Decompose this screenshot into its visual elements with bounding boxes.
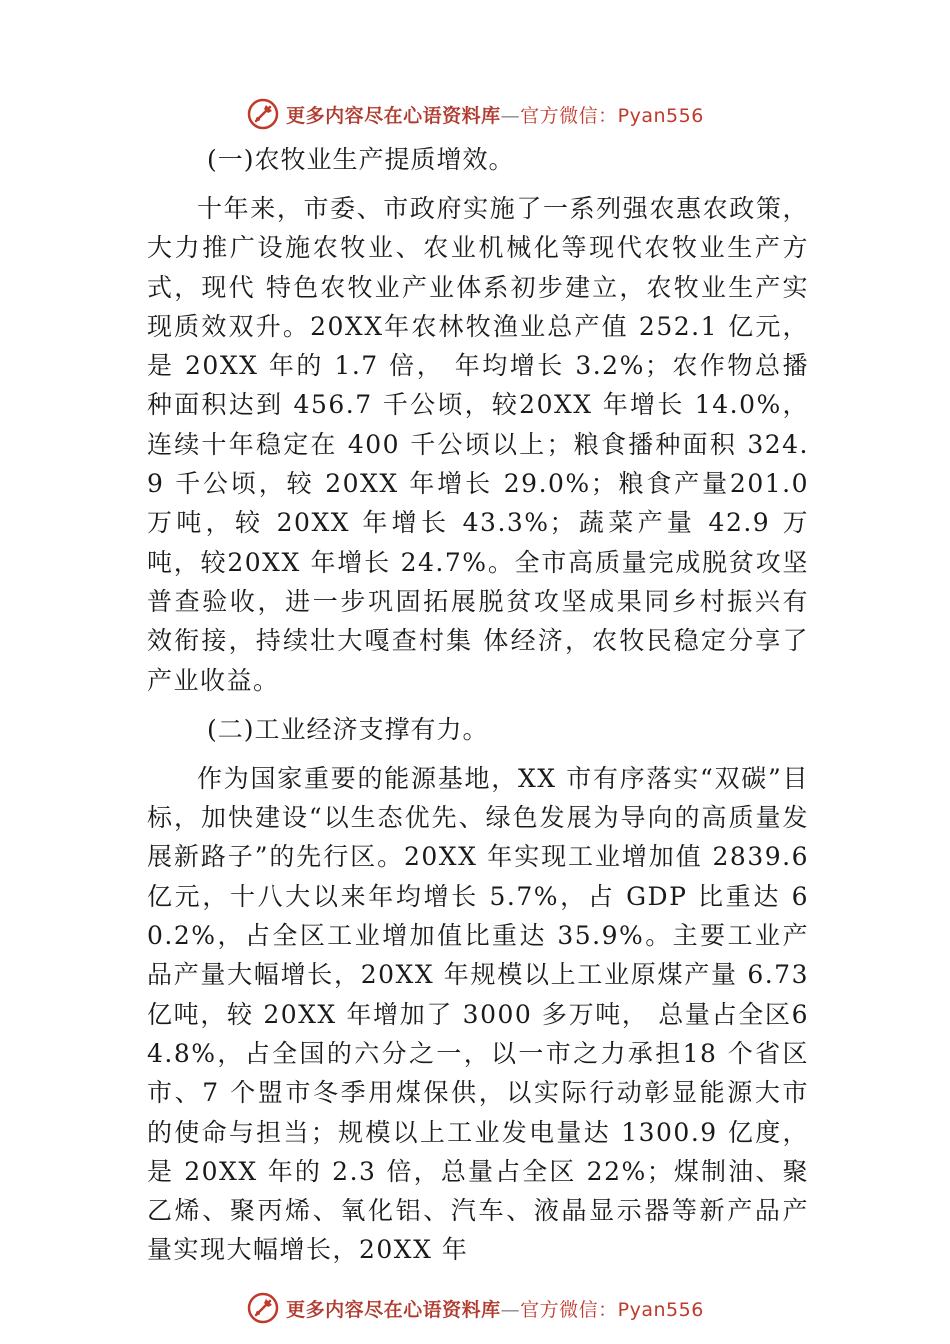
watermark-header [0,94,950,134]
watermark-dash: — [500,104,521,127]
document-body [147,140,809,1280]
watermark-suffix-text: 官方微信：Pyan556 [520,1298,704,1321]
watermark-footer [0,1288,950,1328]
watermark-main-text: 更多内容尽在心语资料库 [286,104,501,127]
section-paragraph-industry: 作为国家重要的能源基地，XX 市有序落实“双碳”目标，加快建设“以生态优先、绿色发展为导向的高质量发展新路子”的先行区。20XX 年实现工业增加值 2839.6 亿元，十八大以来年均增长 5.7%，占 GDP 比重达 60.2%，占全区工业增加值比重达 35.9%。主要工业产品产量大幅增长，20XX 年规模以上工业原煤产量 6.73 亿吨，较 20XX 年增加了 3000 多万吨， 总量占全区64.8%，占全国的六分之一，以一市之力承担18 个省区市、7 个盟市冬季用煤保供，以实际行动彰显能源大市的使命与担当；规模以上工业发电量达 1300.9 亿度，是 20XX 年的 2.3 倍，总量占全区 22%；煤制油、聚乙烯、聚丙烯、氧化铝、汽车、液晶显示器等新产品产量实现大幅增长，20XX 年 [147,763,809,1265]
section-heading-industry: (二)工业经济支撑有力。 [207,714,489,744]
watermark-logo-icon [246,1291,280,1325]
section-heading-agriculture: (一)农牧业生产提质增效。 [207,145,515,174]
section-paragraph-agriculture: 十年来，市委、市政府实施了一系列强农惠农政策，大力推广设施农牧业、农业机械化等现代农牧业生产方式，现代 特色农牧业产业体系初步建立，农牧业生产实现质效双升。20XX年农林牧渔业总产值 252.1 亿元，是 20XX 年的 1.7 倍， 年均增长 3.2%；农作物总播种面积达到 456.7 千公顷，较20XX 年增长 14.0%，连续十年稳定在 400 千公顷以上；粮食播种面积 324.9 千公顷，较 20XX 年增长 29.0%；粮食产量201.0 万吨，较 20XX 年增长 43.3%；蔬菜产量 42.9 万吨，较20XX 年增长 24.7%。全市高质量完成脱贫攻坚普查验收，进一步巩固拓展脱贫攻坚成果同乡村振兴有效衔接，持续壮大嘎查村集 体经济，农牧民稳定分享了产业收益。 [147,194,809,695]
watermark-text [286,101,704,128]
watermark-logo-icon [246,97,280,131]
watermark-suffix-text: 官方微信：Pyan556 [520,104,704,127]
watermark-dash: — [500,1298,521,1321]
watermark-main-text: 更多内容尽在心语资料库 [286,1298,501,1321]
watermark-text [286,1295,704,1322]
